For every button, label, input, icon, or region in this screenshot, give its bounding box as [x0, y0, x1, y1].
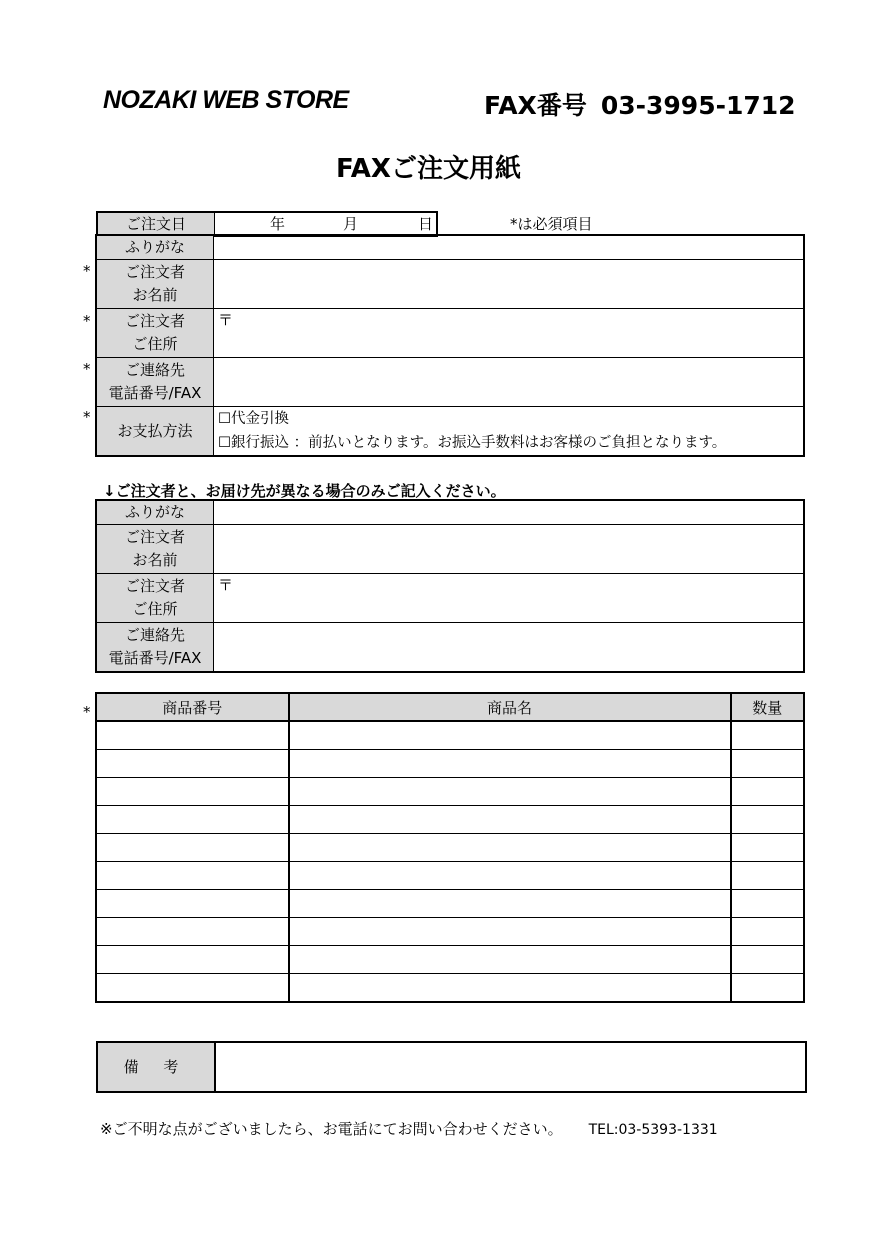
quantity-cell[interactable]	[731, 778, 804, 806]
product-number-cell[interactable]	[97, 778, 289, 806]
payment-method-field	[214, 407, 804, 456]
payment-method-label: お支払方法	[97, 407, 214, 456]
furigana-label: ふりがな	[97, 236, 214, 260]
product-name-cell[interactable]	[289, 721, 731, 750]
form-title: FAXご注文用紙	[336, 154, 521, 184]
table-row	[97, 974, 804, 1002]
customer-address-field[interactable]	[214, 309, 804, 358]
quantity-cell[interactable]	[731, 806, 804, 834]
footer-tel: TEL:03-5393-1331	[588, 1122, 718, 1138]
customer-info-table	[96, 235, 804, 456]
delivery-address-field[interactable]	[214, 574, 804, 623]
product-name-cell[interactable]	[289, 918, 731, 946]
product-number-cell[interactable]	[97, 974, 289, 1002]
delivery-note: ↓ご注文者と、お届け先が異なる場合のみご記入ください。	[103, 482, 506, 500]
footer-note	[100, 1118, 718, 1139]
label-line: 電話番号/FAX	[108, 384, 202, 402]
table-row	[97, 834, 804, 862]
column-header-quantity: 数量	[731, 694, 804, 722]
customer-name-label	[97, 260, 214, 309]
month-label: 月	[343, 215, 359, 233]
customer-contact-label	[97, 358, 214, 407]
quantity-cell[interactable]	[731, 918, 804, 946]
delivery-furigana-label: ふりがな	[97, 501, 214, 525]
product-name-cell[interactable]	[289, 834, 731, 862]
required-mark: *	[83, 360, 91, 378]
payment-option-cod[interactable]: ☐代金引換	[218, 411, 289, 427]
product-name-cell[interactable]	[289, 862, 731, 890]
delivery-contact-field[interactable]	[214, 623, 804, 672]
required-note: *は必須項目	[510, 215, 593, 233]
label-line: ご注文者	[124, 312, 185, 330]
product-name-cell[interactable]	[289, 778, 731, 806]
delivery-info-table	[96, 500, 804, 672]
fax-number: 03-3995-1712	[600, 91, 796, 120]
delivery-furigana-field[interactable]	[214, 501, 804, 525]
year-label: 年	[270, 215, 286, 233]
day-label: 日	[418, 215, 434, 233]
delivery-name-field[interactable]	[214, 525, 804, 574]
label-line: ご注文者	[124, 528, 185, 546]
furigana-field[interactable]	[214, 236, 804, 260]
quantity-cell[interactable]	[731, 974, 804, 1002]
required-mark: *	[83, 703, 91, 721]
postal-mark: 〒	[218, 576, 234, 594]
product-number-cell[interactable]	[97, 750, 289, 778]
product-name-cell[interactable]	[289, 946, 731, 974]
delivery-address-label	[97, 574, 214, 623]
label-line: ご住所	[132, 600, 178, 618]
product-name-cell[interactable]	[289, 890, 731, 918]
required-mark: *	[83, 408, 91, 426]
quantity-cell[interactable]	[731, 750, 804, 778]
table-row	[97, 890, 804, 918]
label-line: ご連絡先	[124, 361, 185, 379]
label-line: ご住所	[132, 335, 178, 353]
table-row	[97, 862, 804, 890]
payment-option-bank-transfer[interactable]: ☐銀行振込 ：前払いとなります。お振込手数料はお客様のご負担となります。	[218, 435, 727, 451]
table-row	[97, 750, 804, 778]
table-row	[97, 721, 804, 750]
table-row	[97, 918, 804, 946]
fax-label: FAX番号	[484, 91, 587, 120]
table-row	[97, 778, 804, 806]
delivery-contact-label	[97, 623, 214, 672]
label-line: ご注文者	[124, 263, 185, 281]
label-line: 電話番号/FAX	[108, 649, 202, 667]
product-number-cell[interactable]	[97, 721, 289, 750]
product-number-cell[interactable]	[97, 862, 289, 890]
required-mark: *	[83, 312, 91, 330]
quantity-cell[interactable]	[731, 862, 804, 890]
quantity-cell[interactable]	[731, 890, 804, 918]
order-date-field[interactable]	[215, 213, 436, 235]
quantity-cell[interactable]	[731, 946, 804, 974]
column-header-product-name: 商品名	[289, 694, 731, 722]
product-number-cell[interactable]	[97, 834, 289, 862]
remarks-label: 備 考	[98, 1043, 216, 1091]
remarks-row	[96, 1041, 807, 1093]
label-line: ご連絡先	[124, 626, 185, 644]
store-name: NOZAKI WEB STORE	[103, 86, 349, 114]
product-table	[96, 693, 804, 1002]
product-number-cell[interactable]	[97, 946, 289, 974]
table-row	[97, 806, 804, 834]
remarks-field[interactable]	[216, 1043, 805, 1091]
product-name-cell[interactable]	[289, 806, 731, 834]
label-line: ご注文者	[124, 577, 185, 595]
product-name-cell[interactable]	[289, 974, 731, 1002]
product-number-cell[interactable]	[97, 918, 289, 946]
quantity-cell[interactable]	[731, 721, 804, 750]
label-line: お名前	[132, 286, 178, 304]
table-row	[97, 946, 804, 974]
postal-mark: 〒	[218, 311, 234, 329]
delivery-name-label	[97, 525, 214, 574]
footer-inquiry-text: ※ご不明な点がございましたら、お電話にてお問い合わせください。	[100, 1120, 563, 1138]
customer-name-field[interactable]	[214, 260, 804, 309]
order-date-row	[96, 211, 438, 237]
required-mark: *	[83, 262, 91, 280]
product-number-cell[interactable]	[97, 806, 289, 834]
customer-contact-field[interactable]	[214, 358, 804, 407]
customer-address-label	[97, 309, 214, 358]
order-date-label: ご注文日	[98, 213, 215, 235]
quantity-cell[interactable]	[731, 834, 804, 862]
label-line: お名前	[132, 551, 178, 569]
product-name-cell[interactable]	[289, 750, 731, 778]
fax-number-heading	[484, 86, 796, 122]
column-header-product-number: 商品番号	[97, 694, 289, 722]
product-number-cell[interactable]	[97, 890, 289, 918]
